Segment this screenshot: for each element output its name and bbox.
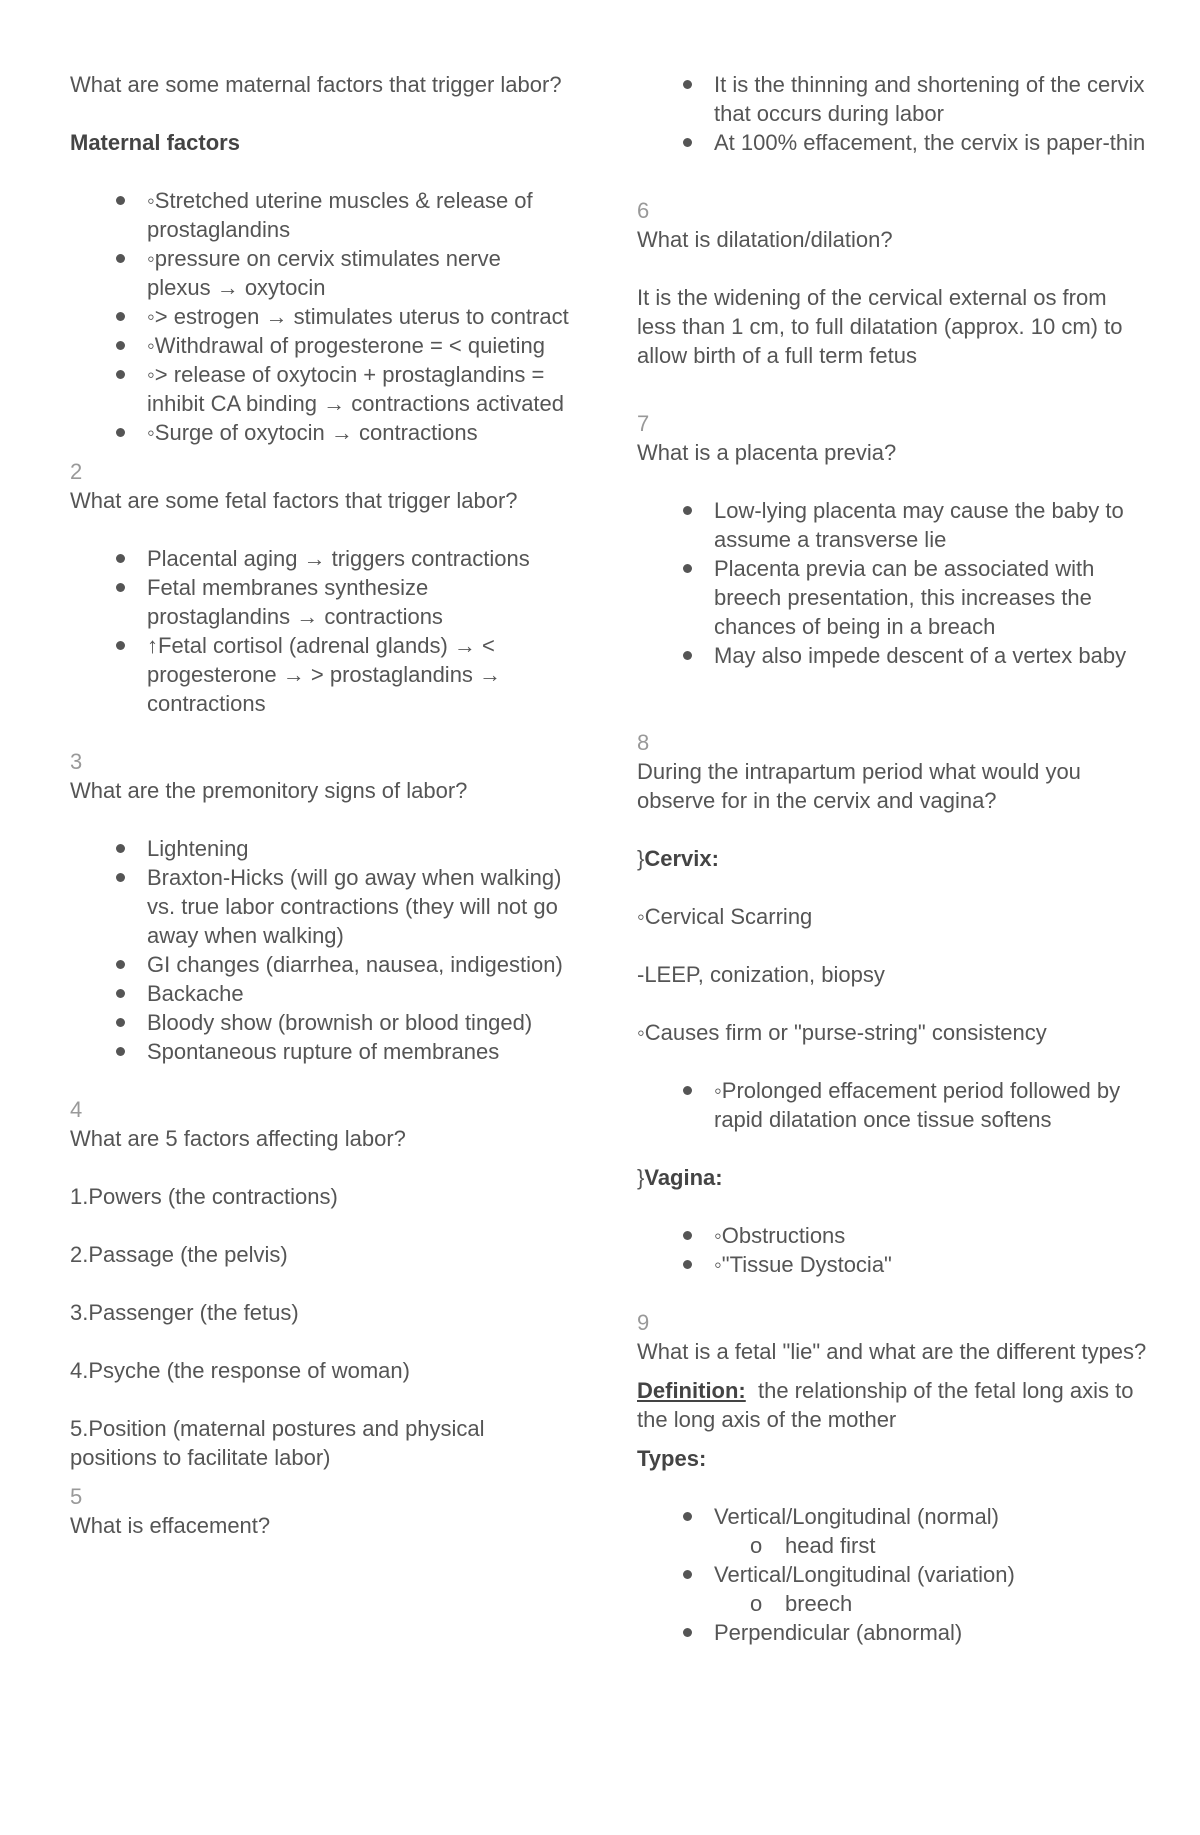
list-item: Vertical/Longitudinal (normal) — [637, 1502, 1147, 1531]
question-9: What is a fetal "lie" and what are the different types? — [637, 1339, 1147, 1364]
definition — [637, 1376, 1147, 1434]
cervix-heading — [637, 844, 1147, 873]
types-heading: Types: — [637, 1446, 707, 1471]
question-7: What is a placenta previa? — [637, 440, 897, 465]
list-item: ◦Surge of oxytocin → contractions — [70, 418, 570, 447]
cervix-line: ◦Cervical Scarring — [637, 904, 813, 929]
list-item: Lightening — [70, 834, 570, 863]
list-item: Perpendicular (abnormal) — [637, 1618, 1147, 1647]
cervix-brace: } — [637, 846, 645, 871]
list-item: At 100% effacement, the cervix is paper-thin — [637, 128, 1147, 157]
factor-item: 5.Position (maternal postures and physical positions to facilitate labor) — [70, 1416, 485, 1470]
definition-label: Definition: — [637, 1378, 746, 1403]
question-5: What is effacement? — [70, 1513, 271, 1538]
question-number: 3 — [70, 749, 83, 774]
question-number: 6 — [637, 198, 650, 223]
cervix-list — [637, 1076, 1147, 1134]
list-item: It is the thinning and shortening of the cervix that occurs during labor — [637, 70, 1147, 128]
lie-types-list — [637, 1618, 1147, 1647]
factor-item: 3.Passenger (the fetus) — [70, 1300, 299, 1325]
maternal-factors-heading: Maternal factors — [70, 130, 240, 155]
placenta-previa-list — [637, 496, 1147, 670]
left-column — [70, 70, 570, 1540]
list-item: ◦Withdrawal of progesterone = < quieting — [70, 331, 570, 360]
question-number: 4 — [70, 1097, 83, 1122]
list-item: ◦> estrogen → stimulates uterus to contract — [70, 302, 570, 331]
list-item: ◦pressure on cervix stimulates nerve plexus → oxytocin — [70, 244, 570, 302]
list-item: Spontaneous rupture of membranes — [70, 1037, 570, 1066]
vagina-heading — [637, 1163, 1147, 1192]
cervix-line: -LEEP, conization, biopsy — [637, 962, 885, 987]
question-4: What are 5 factors affecting labor? — [70, 1126, 406, 1151]
list-item: ↑Fetal cortisol (adrenal glands) → < progesterone → > prostaglandins → contractions — [70, 631, 570, 718]
factor-item: 1.Powers (the contractions) — [70, 1184, 338, 1209]
list-item: ◦> release of oxytocin + prostaglandins = inhibit CA binding → contractions activated — [70, 360, 570, 418]
list-item: ◦"Tissue Dystocia" — [637, 1250, 1147, 1279]
maternal-factors-list — [70, 186, 570, 447]
sub-list — [637, 1531, 1147, 1560]
factor-item: 2.Passage (the pelvis) — [70, 1242, 288, 1267]
list-item: Fetal membranes synthesize prostaglandins → contractions — [70, 573, 570, 631]
dilation-answer: It is the widening of the cervical external os from less than 1 cm, to full dilatation (approx. 10 cm) to allow birth of a full term fetus — [637, 285, 1123, 368]
question-number: 7 — [637, 411, 650, 436]
list-item: ◦Prolonged effacement period followed by rapid dilatation once tissue softens — [637, 1076, 1147, 1134]
question-number: 2 — [70, 459, 83, 484]
lie-types-list — [637, 1560, 1147, 1589]
question-number: 9 — [637, 1310, 650, 1335]
factor-item: 4.Psyche (the response of woman) — [70, 1358, 410, 1383]
question-1: What are some maternal factors that trigger labor? — [70, 72, 562, 97]
list-item: Vertical/Longitudinal (variation) — [637, 1560, 1147, 1589]
question-8: During the intrapartum period what would you observe for in the cervix and vagina? — [637, 759, 1081, 813]
question-number: 8 — [637, 730, 650, 755]
list-item: Placenta previa can be associated with breech presentation, this increases the chances of being in a breach — [637, 554, 1147, 641]
fetal-factors-list — [70, 544, 570, 718]
cervix-label: Cervix: — [644, 846, 719, 871]
list-item: GI changes (diarrhea, nausea, indigestion) — [70, 950, 570, 979]
list-item: ◦Obstructions — [637, 1221, 1147, 1250]
list-item: ◦Stretched uterine muscles & release of prostaglandins — [70, 186, 570, 244]
premonitory-signs-list — [70, 834, 570, 1066]
question-3: What are the premonitory signs of labor? — [70, 778, 468, 803]
list-item: Bloody show (brownish or blood tinged) — [70, 1008, 570, 1037]
definition-text: the relationship of the fetal long axis to the long axis of the mother — [637, 1378, 1140, 1432]
cervix-line: ◦Causes firm or "purse-string" consistency — [637, 1020, 1047, 1045]
lie-types-list — [637, 1502, 1147, 1531]
right-column — [637, 70, 1147, 1647]
list-item: Placental aging → triggers contractions — [70, 544, 570, 573]
vagina-list — [637, 1221, 1147, 1279]
list-item: Low-lying placenta may cause the baby to assume a transverse lie — [637, 496, 1147, 554]
question-6: What is dilatation/dilation? — [637, 227, 893, 252]
effacement-answers — [637, 70, 1147, 157]
vagina-brace: } — [637, 1165, 645, 1190]
sub-list — [637, 1589, 1147, 1618]
sub-list-item: o breech — [637, 1589, 1147, 1618]
sub-list-item: o head first — [637, 1531, 1147, 1560]
list-item: Braxton-Hicks (will go away when walking) vs. true labor contractions (they will not go away when walking) — [70, 863, 570, 950]
list-item: May also impede descent of a vertex baby — [637, 641, 1147, 670]
question-2: What are some fetal factors that trigger labor? — [70, 488, 518, 513]
vagina-label: Vagina: — [644, 1165, 723, 1190]
question-number: 5 — [70, 1484, 83, 1509]
list-item: Backache — [70, 979, 570, 1008]
